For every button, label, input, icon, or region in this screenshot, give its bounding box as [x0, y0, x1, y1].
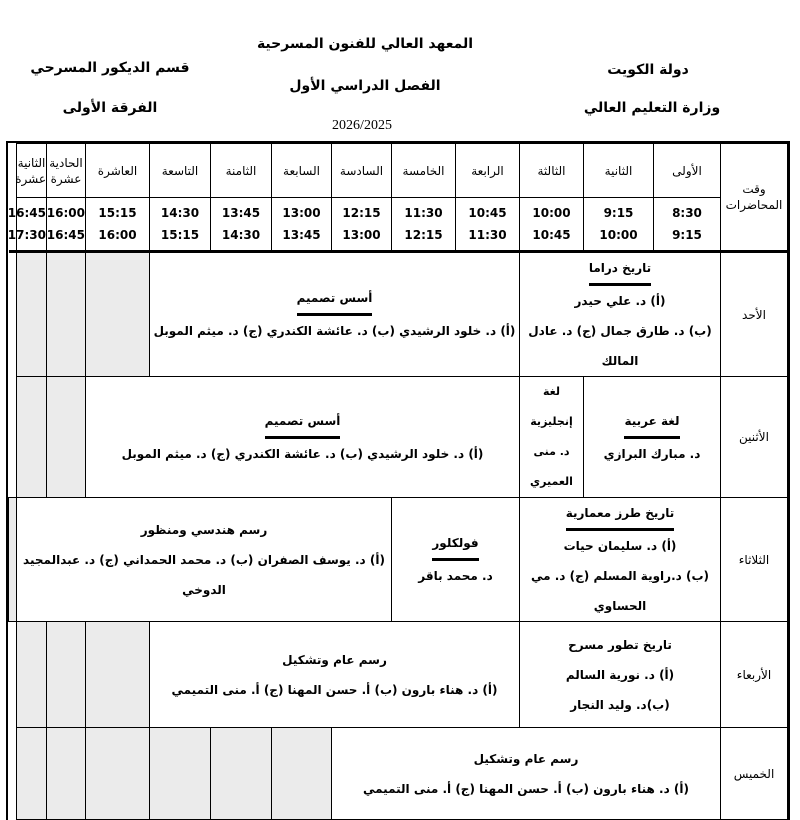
day-thursday: الخميس	[721, 728, 788, 820]
empty-slot	[47, 622, 86, 728]
course-cell: أسس تصميم (أ) د. خلود الرشيدي (ب) د. عائشة الكندري (ج) د. ميثم الموبل	[150, 252, 520, 377]
period-header: الثالثة	[520, 144, 584, 198]
course-cell: تاريخ طرز معمارية (أ) د. سليمان حيات (ب) د.راوية المسلم (ج) د. مي الحساوي	[520, 498, 721, 622]
time-cell: 11:30 12:15	[392, 198, 456, 252]
time-cell: 14:30 15:15	[150, 198, 211, 252]
period-header: السادسة	[332, 144, 392, 198]
empty-slot	[86, 252, 150, 377]
course-cell: رسم عام وتشكيل (أ) د. هناء بارون (ب) أ. حسن المهنا (ج) أ. منى التميمي	[150, 622, 520, 728]
day-sunday: الأحد	[721, 252, 788, 377]
time-cell: 13:45 14:30	[211, 198, 272, 252]
period-header: الرابعة	[456, 144, 520, 198]
time-cell: 10:00 10:45	[520, 198, 584, 252]
empty-slot	[9, 498, 17, 622]
ministry-name: وزارة التعليم العالي	[583, 100, 721, 116]
period-header: السابعة	[272, 144, 332, 198]
day-tuesday: الثلاثاء	[721, 498, 788, 622]
time-cell: 15:15 16:00	[86, 198, 150, 252]
day-wednesday: الأربعاء	[721, 622, 788, 728]
empty-slot	[17, 377, 47, 498]
period-header: الثانية عشرة	[17, 144, 47, 198]
period-header: الثانية	[584, 144, 654, 198]
level-label: الفرقة الأولى	[62, 100, 158, 116]
time-cell: 12:15 13:00	[332, 198, 392, 252]
day-monday: الأثنين	[721, 377, 788, 498]
time-cell: 9:15 10:00	[584, 198, 654, 252]
period-header: التاسعة	[150, 144, 211, 198]
empty-slot	[47, 728, 86, 820]
course-cell: لغة إنجليزية د. منى العميري	[520, 377, 584, 498]
empty-slot	[272, 728, 332, 820]
period-header: الأولى	[654, 144, 721, 198]
period-header: الثامنة	[211, 144, 272, 198]
corner-header: وقت المحاضرات	[721, 144, 788, 252]
time-cell: 10:45 11:30	[456, 198, 520, 252]
empty-slot	[47, 252, 86, 377]
period-header: الحادية عشرة	[47, 144, 86, 198]
time-cell: 16:45 17:30	[17, 198, 47, 252]
semester-label: الفصل الدراسي الأول	[289, 78, 441, 94]
department-name: قسم الديكور المسرحي	[30, 60, 190, 76]
empty-slot	[17, 622, 47, 728]
course-cell: رسم عام وتشكيل (أ) د. هناء بارون (ب) أ. حسن المهنا (ج) أ. منى التميمي	[332, 728, 721, 820]
course-cell: فولكلور د. محمد باقر	[392, 498, 520, 622]
empty-slot	[17, 728, 47, 820]
time-cell: 16:00 16:45	[47, 198, 86, 252]
schedule-table	[8, 143, 788, 820]
empty-slot	[150, 728, 211, 820]
time-cell: 13:00 13:45	[272, 198, 332, 252]
empty-slot	[17, 252, 47, 377]
academic-year: 2026/2025	[332, 118, 392, 133]
empty-slot	[86, 728, 150, 820]
empty-slot	[47, 377, 86, 498]
period-header: الخامسة	[392, 144, 456, 198]
course-cell: لغة عربية د. مبارك البرازي	[584, 377, 721, 498]
course-cell: أسس تصميم (أ) د. خلود الرشيدي (ب) د. عائشة الكندري (ج) د. ميثم الموبل	[86, 377, 520, 498]
empty-slot	[211, 728, 272, 820]
period-header: العاشرة	[86, 144, 150, 198]
institute-name: المعهد العالي للفنون المسرحية	[256, 36, 474, 52]
course-cell: رسم هندسي ومنظور (أ) د. يوسف الصفران (ب) د. محمد الحمداني (ج) د. عبدالمجيد الدوخي	[17, 498, 392, 622]
empty-slot	[86, 622, 150, 728]
course-cell: تاريخ تطور مسرح (أ) د. نورية السالم (ب)د. وليد النجار	[520, 622, 721, 728]
country-name: دولة الكويت	[607, 62, 689, 78]
course-cell: تاريخ دراما (أ) د. علي حيدر (ب) د. طارق جمال (ج) د. عادل المالك	[520, 252, 721, 377]
time-cell: 8:30 9:15	[654, 198, 721, 252]
